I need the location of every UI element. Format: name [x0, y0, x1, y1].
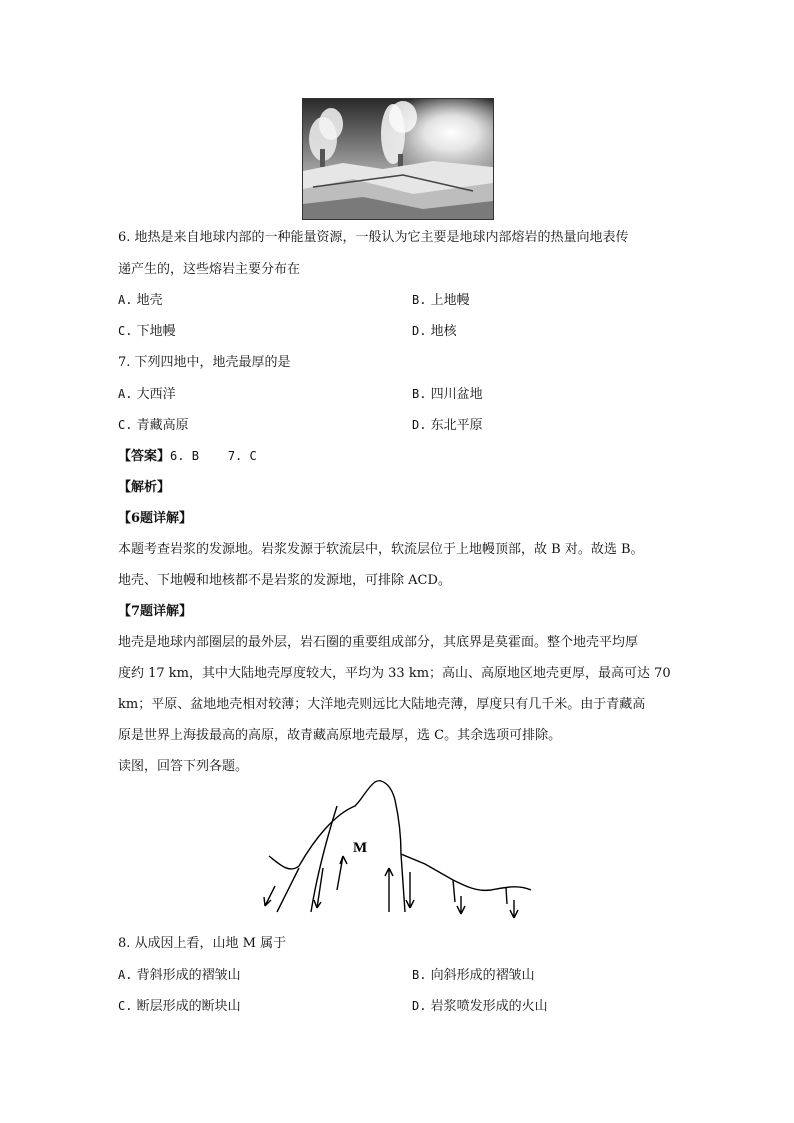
q7-analysis-line: km；平原、盆地地壳相对较薄；大洋地壳则远比大陆地壳薄，厚度只有几千米。由于青藏高 — [118, 697, 646, 712]
fault-line — [506, 888, 507, 904]
option-text: 断层形成的断块山 — [136, 999, 241, 1014]
option-letter: C. — [118, 324, 133, 338]
q7-option-a[interactable] — [118, 385, 176, 404]
option-text: 上地幔 — [430, 293, 470, 308]
fault-line — [401, 854, 405, 912]
q7-analysis-line: 度约 17 km，其中大陆地壳厚度较大，平均为 33 km；高山、高原地区地壳更厚，最高可达 70 — [118, 666, 671, 681]
down-arrow — [457, 896, 465, 914]
q6-analysis-line: 地壳、下地幔和地核都不是岩浆的发源地，可排除 ACD。 — [118, 573, 451, 588]
option-letter: A. — [118, 387, 133, 401]
option-text: 大西洋 — [136, 387, 176, 402]
option-letter: B. — [412, 387, 427, 401]
fault-line — [311, 806, 337, 912]
option-letter: D. — [412, 324, 427, 338]
down-arrow — [264, 886, 275, 906]
option-letter: B. — [412, 293, 427, 307]
q6-analysis-line: 本题考查岩浆的发源地。岩浆发源于软流层中，软流层位于上地幔顶部，故 B 对。故选 B。 — [118, 542, 644, 557]
q7-analysis-header: 【7题详解】 — [118, 604, 193, 619]
option-letter: C. — [118, 999, 133, 1013]
answer-line — [118, 447, 257, 466]
q8-option-a[interactable] — [118, 966, 241, 985]
option-text: 背斜形成的褶皱山 — [136, 968, 241, 983]
q6-stem-line2: 递产生的，这些熔岩主要分布在 — [118, 262, 301, 277]
q7-option-d[interactable] — [412, 416, 483, 435]
q7-option-c[interactable] — [118, 416, 189, 435]
q8-stem: 8. 从成因上看，山地 M 属于 — [118, 936, 287, 951]
option-text: 四川盆地 — [430, 387, 483, 402]
q6-option-a[interactable] — [118, 291, 163, 310]
down-arrow — [406, 872, 414, 908]
q6-stem-line1: 6. 地热是来自地球内部的一种能量资源，一般认为它主要是地球内部熔岩的热量向地表传 — [118, 230, 629, 245]
q6-option-c[interactable] — [118, 322, 176, 341]
option-letter: B. — [412, 968, 427, 982]
option-text: 下地幔 — [136, 324, 176, 339]
up-arrow — [337, 856, 347, 890]
fault-line — [453, 880, 455, 902]
option-letter: A. — [118, 968, 133, 982]
option-text: 青藏高原 — [136, 418, 189, 433]
up-arrow — [385, 868, 393, 912]
option-text: 地壳 — [136, 293, 163, 308]
option-letter: D. — [412, 418, 427, 432]
q6-option-d[interactable] — [412, 322, 457, 341]
terrain-profile — [269, 781, 531, 891]
answer-label: 【答案】 — [118, 449, 171, 464]
fault-line — [277, 868, 299, 912]
geothermal-photo — [302, 98, 494, 220]
q6-option-b[interactable] — [412, 291, 470, 310]
option-text: 向斜形成的褶皱山 — [430, 968, 535, 983]
q7-analysis-line: 地壳是地球内部圈层的最外层，岩石圈的重要组成部分，其底界是莫霍面。整个地壳平均厚 — [118, 635, 639, 650]
q8-option-b[interactable] — [412, 966, 535, 985]
option-text: 地核 — [430, 324, 457, 339]
option-letter: A. — [118, 293, 133, 307]
q8-option-d[interactable] — [412, 997, 548, 1016]
read-figure-intro: 读图，回答下列各题。 — [118, 759, 249, 774]
option-text: 东北平原 — [430, 418, 483, 433]
q6-analysis-header: 【6题详解】 — [118, 511, 193, 526]
option-letter: D. — [412, 999, 427, 1013]
q7-stem: 7. 下列四地中，地壳最厚的是 — [118, 355, 291, 370]
answer-values: 6. B 7. C — [170, 449, 257, 463]
q7-analysis-line: 原是世界上海拔最高的高原，故青藏高原地壳最厚，选 C。其余选项可排除。 — [118, 728, 562, 743]
mountain-label-m: M — [353, 840, 368, 856]
analysis-label: 【解析】 — [118, 480, 171, 495]
q8-option-c[interactable] — [118, 997, 241, 1016]
option-letter: C. — [118, 418, 133, 432]
option-text: 岩浆喷发形成的火山 — [430, 999, 548, 1014]
fault-mountain-diagram — [255, 778, 540, 920]
q7-option-b[interactable] — [412, 385, 483, 404]
down-arrow — [510, 900, 518, 918]
